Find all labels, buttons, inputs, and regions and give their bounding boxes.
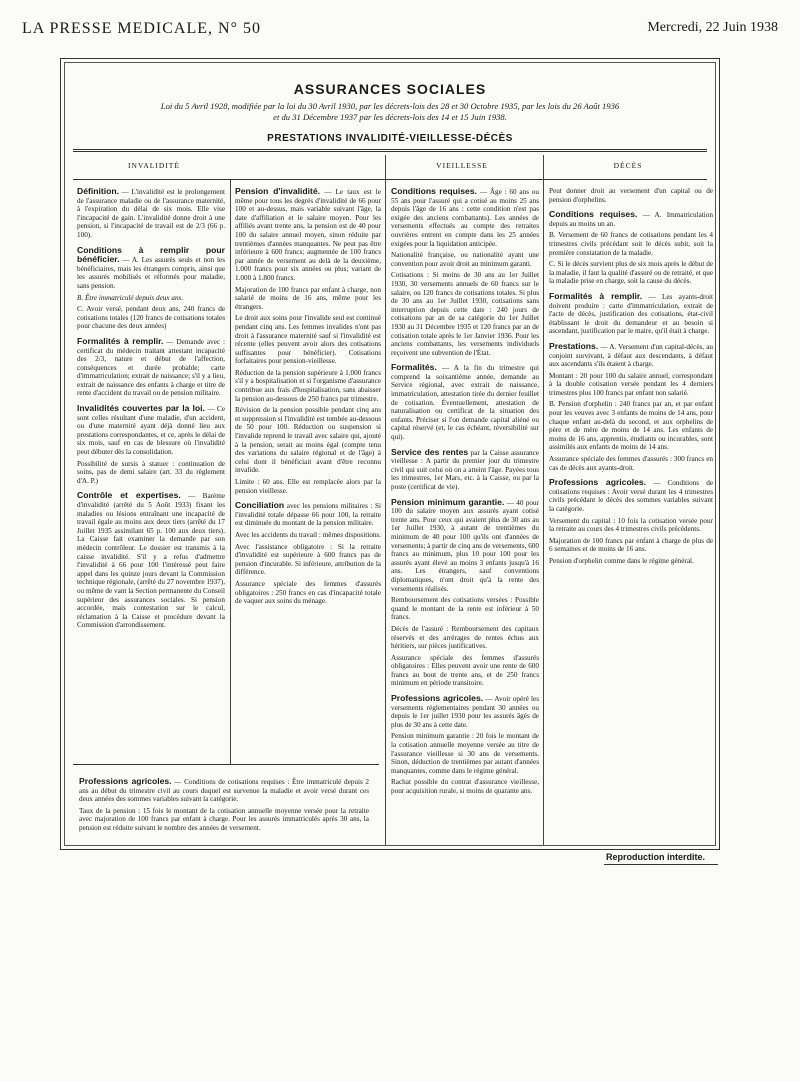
paragraph: Pension d'orphelin comme dans le régime général. bbox=[549, 556, 694, 565]
divider bbox=[73, 179, 707, 180]
section-heading: Conditions requises. bbox=[391, 187, 478, 196]
article-inner-frame bbox=[64, 62, 716, 846]
paragraph: Décès de l'assuré : Remboursement des capitaux réservés et des arrérages de rentes échus aux héritiers, sur pièces justificatives. bbox=[391, 624, 539, 651]
divider bbox=[73, 149, 707, 150]
law-line-2: et du 31 Décembre 1937 par les décrets-lois des 14 et 15 Juin 1938. bbox=[273, 112, 507, 122]
article-subtitle: PRESTATIONS INVALIDITÉ-VIEILLESSE-DÉCÈS bbox=[267, 133, 513, 144]
column-rule bbox=[543, 155, 544, 845]
paragraph: Limite : 60 ans. Elle est remplacée alors par la pension vieillesse. bbox=[235, 478, 381, 495]
section-heading: Contrôle et expertises. bbox=[77, 490, 181, 501]
reproduction-notice: Reproduction interdite. bbox=[606, 852, 705, 862]
paragraph: par la Caisse assurance vieillesse : A partir du premier jour du trimestre civil qui suit celui où on a atteint l'âge. Payées tous les trimestres, 1er Mars, etc. à la Caisse, ou par la poste (certificat de vie). bbox=[391, 448, 539, 491]
paragraph: — A la fin du trimestre qui comprend la soixantième année, demande au Service régional, avec extrait de naissance, immatriculation, attestation tirée du dernier feuillet de cotisation. Éventuellement, attestation de naturalisation ou certificat de la situation des enfants. Préciser si l'on demande capital aliéné ou capital réservé (et, le cas échéant, réversibilité sur qui). bbox=[391, 364, 539, 442]
section-heading: Pension d'invalidité. bbox=[235, 187, 321, 196]
paragraph: — A. Versement d'un capital-décès, au conjoint survivant, à défaut aux descendants, à défaut aux ascendants s'ils étaient à charge. bbox=[549, 342, 713, 369]
section-heading: Définition. bbox=[77, 187, 120, 196]
column-rule bbox=[385, 155, 386, 845]
paragraph: Assurance spéciale des femmes d'assurés obligatoires : Elles peuvent avoir une rente de 600 francs au bout de trente ans, et de 250 francs minimum en période transitoire. bbox=[391, 653, 539, 688]
paragraph: — Le taux est le même pour tous les degrés d'invalidité de 66 pour 100 et au-dessus, mais variable suivant l'âge, la date d'affiliation et le salaire moyen. Pour les affiliés avant trente ans, la pension est de 40 pour 100 du salaire annuel moyen, sinon réduite par trentièmes d'années manquantes. Ne peut pas être inférieure à 600 francs; augmentée de 100 francs par année de versement au delà de la deuxième, 1.000 francs pour six années ou plus; variant de 1.000 à 1.800 francs. bbox=[235, 188, 381, 282]
journal-title: LA PRESSE MEDICALE, N° 50 bbox=[22, 20, 261, 37]
paragraph: Pension minimum garantie : 20 fois le montant de la cotisation annuelle moyenne versée au titre de l'assurance vieillesse si 30 ans de versements. Sinon, déduction de trentièmes par autant d'années manquantes, comme dans le régime général. bbox=[391, 732, 539, 775]
column-rule bbox=[230, 179, 231, 764]
section-heading: Formalités à remplir. bbox=[549, 290, 643, 301]
paragraph: — Les ayants-droit doivent produire : carte d'immatriculation, extrait de l'acte de décès, justification des cotisations, état-civil établissant le droit du demandeur et au besoin si ascendant, justification par le maire, qu'il était à charge. bbox=[549, 292, 713, 336]
column-invalidite-1 bbox=[77, 187, 225, 762]
paragraph: Assurance spéciale des femmes d'assurés obligatoires : 250 francs en cas d'incapacité totale de vaquer aux soins du ménage. bbox=[235, 579, 381, 606]
paragraph: Taux de la pension : 15 fois le montant de la cotisation annuelle moyenne versée pour la retraite avec majoration de 100 francs par enfant à charge. Pour les assurés immatriculés après 30 ans, la pension est réduite suivant le nombre des années de versement. bbox=[79, 806, 369, 832]
section-heading: Conditions requises. bbox=[549, 209, 638, 220]
paragraph: Majoration de 100 francs par enfant à charge, non salarié de moins de 16 ans, même pour les étrangers. bbox=[235, 285, 381, 311]
paragraph: B. Pension d'orphelin : 240 francs par an, et par enfant pour les veuves avec 3 enfants de moins de 14 ans, pour chaque enfant au-delà du second, et aux orphelins de père et de mère de moins de 14 ans. Les enfants de moins de 16 ans, apprentis, étudiants ou incurables, sont assimilés aux enfants de moins de 14 ans. bbox=[549, 400, 713, 452]
section-heading: Formalités. bbox=[391, 362, 437, 373]
article-frame bbox=[60, 58, 720, 850]
issue-date: Mercredi, 22 Juin 1938 bbox=[647, 20, 778, 35]
paragraph: Révision de la pension possible pendant cinq ans et suppression si l'invalidité est tombée au-dessous de 50 pour 100. Réduction ou suspension si l'invalide reprend le travail avec salaire qui, ajouté à la pension, serait au moins égal (compte tenu des variations du salaire régional et de l'âge) à celui dont il bénéficiait avant d'être reconnu invalide. bbox=[235, 406, 381, 475]
divider bbox=[73, 151, 707, 152]
paragraph: Montant : 20 pour 100 du salaire annuel, correspondant à la double cotisation versée pendant les 4 derniers trimestres plus 100 francs par enfant non salarié. bbox=[549, 371, 713, 397]
col-head-invalidite: INVALIDITÉ bbox=[128, 161, 180, 170]
paragraph: — Âge : 60 ans ou 55 ans pour l'assuré qui a cotisé au moins 25 ans depuis l'âge de 16 ans : cette condition n'est pas exigée des anciens combattants). Les années de versements effectués au compte des retraites ouvrières entrent en compte dans les 25 années exigées pour la liquidation anticipée. bbox=[391, 188, 539, 248]
paragraph: B. Versement de 60 francs de cotisations pendant les 4 trimestres civils précédant soit le décès subit, soit la première constatation de la maladie. bbox=[549, 231, 713, 257]
section-heading: Pension minimum garantie. bbox=[391, 496, 505, 507]
paragraph: — Avoir opéré les versements réglementaires pendant 30 années ou depuis le 1er juillet 1930 pour les assurés âgés de plus de 30 ans à cette date. bbox=[391, 695, 539, 729]
column-invalidite-2 bbox=[235, 187, 381, 762]
section-heading: Prestations. bbox=[549, 340, 599, 351]
col-head-vieillesse: VIEILLESSE bbox=[436, 161, 488, 170]
paragraph: — L'invalidité est le prolongement de l'assurance maladie ou de l'assurance maternité, à l'expiration du délai de six mois. Elle vise l'incapacité de gain. L'invalidité donne droit à une pension, si l'incapacité de travail est de 2/3 (66 p. 100). bbox=[77, 188, 225, 239]
section-heading: Invalidités couvertes par la loi. bbox=[77, 403, 205, 414]
paragraph: Possibilité de sursis à statuer : continuation de soins, pas de demi salaire (art. 33 du règlement d'A. P.) bbox=[77, 459, 225, 485]
paragraph: — Demande avec : certificat du médecin traitant attestant incapacité des 2/3, nature et début de l'affection, conséquences et durée probable; carte d'immatriculation; extrait de naissance; s'il y a lieu, extrait de naissance des enfants à charge et titre de rente d'accident du travail ou de pension militaire. bbox=[77, 337, 225, 398]
paragraph: Nationalité française, ou nationalité ayant une convention pour avoir droit au minimum garanti. bbox=[391, 251, 539, 268]
section-heading: Professions agricoles. bbox=[79, 776, 172, 786]
column-vieillesse bbox=[391, 187, 539, 847]
law-line-1: Loi du 5 Avril 1928, modifiée par la loi du 30 Avril 1930, par les décrets-lois des 28 et 30 Octobre 1935, par les lois du 26 Août 1936 bbox=[160, 101, 620, 111]
section-heading: Professions agricoles. bbox=[549, 477, 647, 488]
paragraph: Peut donner droit au versement d'un capital ou de pension d'orphelins. bbox=[549, 187, 713, 204]
section-heading: Conditions à remplir pour bénéficier. bbox=[77, 244, 225, 265]
masthead bbox=[22, 20, 778, 42]
paragraph: — A. Immatriculation depuis au moins un an. bbox=[549, 211, 713, 228]
paragraph: Rachat possible du contrat d'assurance vieillesse, pour acquisition rurale, si moins de quarante ans. bbox=[391, 778, 539, 795]
column-deces bbox=[549, 187, 713, 847]
paragraph: — Conditions de cotisations requises : Être immatriculé depuis 2 ans au début du trimestre civil au cours duquel est survenue la maladie et avoir versé durant ces deux années des sommes variables suivant la catégorie. bbox=[79, 778, 369, 804]
section-heading: Formalités à remplir. bbox=[77, 335, 164, 346]
divider bbox=[73, 764, 379, 765]
paragraph: Assurance spéciale des femmes d'assurés : 300 francs en cas de décès aux ayants-droit. bbox=[549, 455, 713, 472]
bottom-agricole-invalidite bbox=[79, 777, 369, 833]
paragraph: Versement du capital : 10 fois la cotisation versée pour la retraite au cours des 4 trimestres civils précédents. bbox=[549, 516, 713, 534]
paragraph: — A. Les assurés seuls et non les bénéficiaires, mais les étrangers compris, ainsi que les assurés mobilisés et réformés pour maladie, sans pension. bbox=[77, 256, 225, 290]
section-heading: Professions agricoles. bbox=[391, 693, 484, 704]
paragraph: Majoration de 100 francs par enfant à charge de plus de 6 semaines et de moins de 16 ans. bbox=[549, 536, 713, 554]
paragraph: — Barème d'invalidité (arrêté du 5 Août 1933) fixant les maladies ou lésions entraînant une incapacité de travail égale au moins aux deux tiers (arrêté du 17 Juillet 1935 assimilant 65 p. 100 aux deux tiers). La Caisse fait examiner la demande par son médecin contrôleur. Le dossier est transmis à la caisse invalidité. S'il y a refus d'admettre l'invalidité à 66 pour 100 l'intéressé peut faire appel dans les quinze jours devant la Commission technique régionale, (arrêté du 27 novembre 1937), ou même de vant la Section permanente du Conseil supérieur des assurances sociales. Si pension accordée, mais contestation sur le calcul, réclamation à la Caisse et procédure devant la Commission d'arrondissement. bbox=[77, 492, 225, 630]
paragraph: Avec les accidents du travail : mêmes dispositions. bbox=[235, 530, 381, 539]
col-head-deces: DÉCÈS bbox=[613, 161, 643, 170]
paragraph: Cotisations : Si moins de 30 ans au 1er Juillet 1930, 30 versements annuels de 60 francs sur le salaire, ou 120 francs de cotisations totales. Si plus de 30 ans au 1er Juillet 1930, cotisations sans interruption depuis cette date : 240 jours de cotisations par an de sa catégorie du 1er Juillet 1930 au 31 Décembre 1935 et 120 francs par an de cotisation totale après le 1er Janvier 1936. Pour les anciens combattants, les versements individuels reçoivent une subvention de l'État. bbox=[391, 271, 539, 357]
paragraph: Avec l'assistance obligatoire : Si la retraite d'invalidité est supérieure à 600 francs pas de pension d'incurable. Si inférieure, attribution de la différence. bbox=[235, 542, 381, 577]
law-reference bbox=[79, 101, 701, 123]
divider bbox=[604, 864, 718, 865]
paragraph: — Ce sont celles résultant d'une maladie, d'un accident, ou d'une maternité ayant déjà donné lieu aux prestations correspondantes, et ce, après le délai de six mois, sauf en cas de blessure où l'invalidité peut débuter dès la consolidation. bbox=[77, 405, 225, 457]
article-title: ASSURANCES SOCIALES bbox=[293, 81, 487, 97]
paragraph: C. Avoir versé, pendant deux ans, 240 francs de cotisations totales (120 francs de cotisations totales pour chacune des deux années) bbox=[77, 305, 225, 331]
section-heading: Conciliation bbox=[235, 500, 285, 511]
paragraph: Réduction de la pension supérieure à 1.000 francs s'il y a hospitalisation et si l'organisme d'assurance contribue aux frais d'hospitalisation, sans abaisser la pension au-dessous de 250 francs par trimestre. bbox=[235, 368, 381, 403]
paragraph: Remboursement des cotisations versées : Possible quand le montant de la rente est inférieur à 50 francs. bbox=[391, 596, 539, 622]
paragraph: — 40 pour 100 du salaire moyen aux assurés ayant cotisé trente ans. Pour ceux qui avaient plus de 30 ans au 1er Juillet 1930, à autant de trentièmes du minimum de 40 pour 100 qu'ils ont d'années de versements; à partir de cinq ans de versements, 600 francs au minimum, plus 10 pour 100 pour les assurés ayant élevé au moins 3 enfants jusqu'à 16 ans. Les étrangers, sauf conventions diplomatiques, n'ont droit qu'à la rente des versements réalisés. bbox=[391, 498, 539, 593]
paragraph: C. Si le décès survient plus de six mois après le début de la maladie, il faut la qualité d'assuré ou de retraité, et que la maladie prise en charge, soit la cause du décès. bbox=[549, 260, 713, 286]
paragraph: — Conditions de cotisations requises : Avoir versé durant les 4 trimestres civils précédant le décès des sommes variables suivant la catégorie. bbox=[549, 479, 713, 513]
section-heading: Service des rentes bbox=[391, 446, 469, 457]
paragraph: Le droit aux soins pour l'invalide seul est continué pendant cinq ans. Les femmes invalides n'ont pas droit à l'assurance maternité sauf si l'invalidité est récente (elles peuvent avoir alors des cotisations suffisantes pour bénéficier). Cotisations forfaitaires pour pension-vieillesse. bbox=[235, 314, 381, 366]
paragraph: B. Être immatriculé depuis deux ans. bbox=[77, 293, 184, 302]
paragraph: avec les pensions militaires : Si l'invalidité totale dépasse 66 pour 100, la retraite est diminuée du montant de la pension militaire. bbox=[235, 502, 381, 528]
